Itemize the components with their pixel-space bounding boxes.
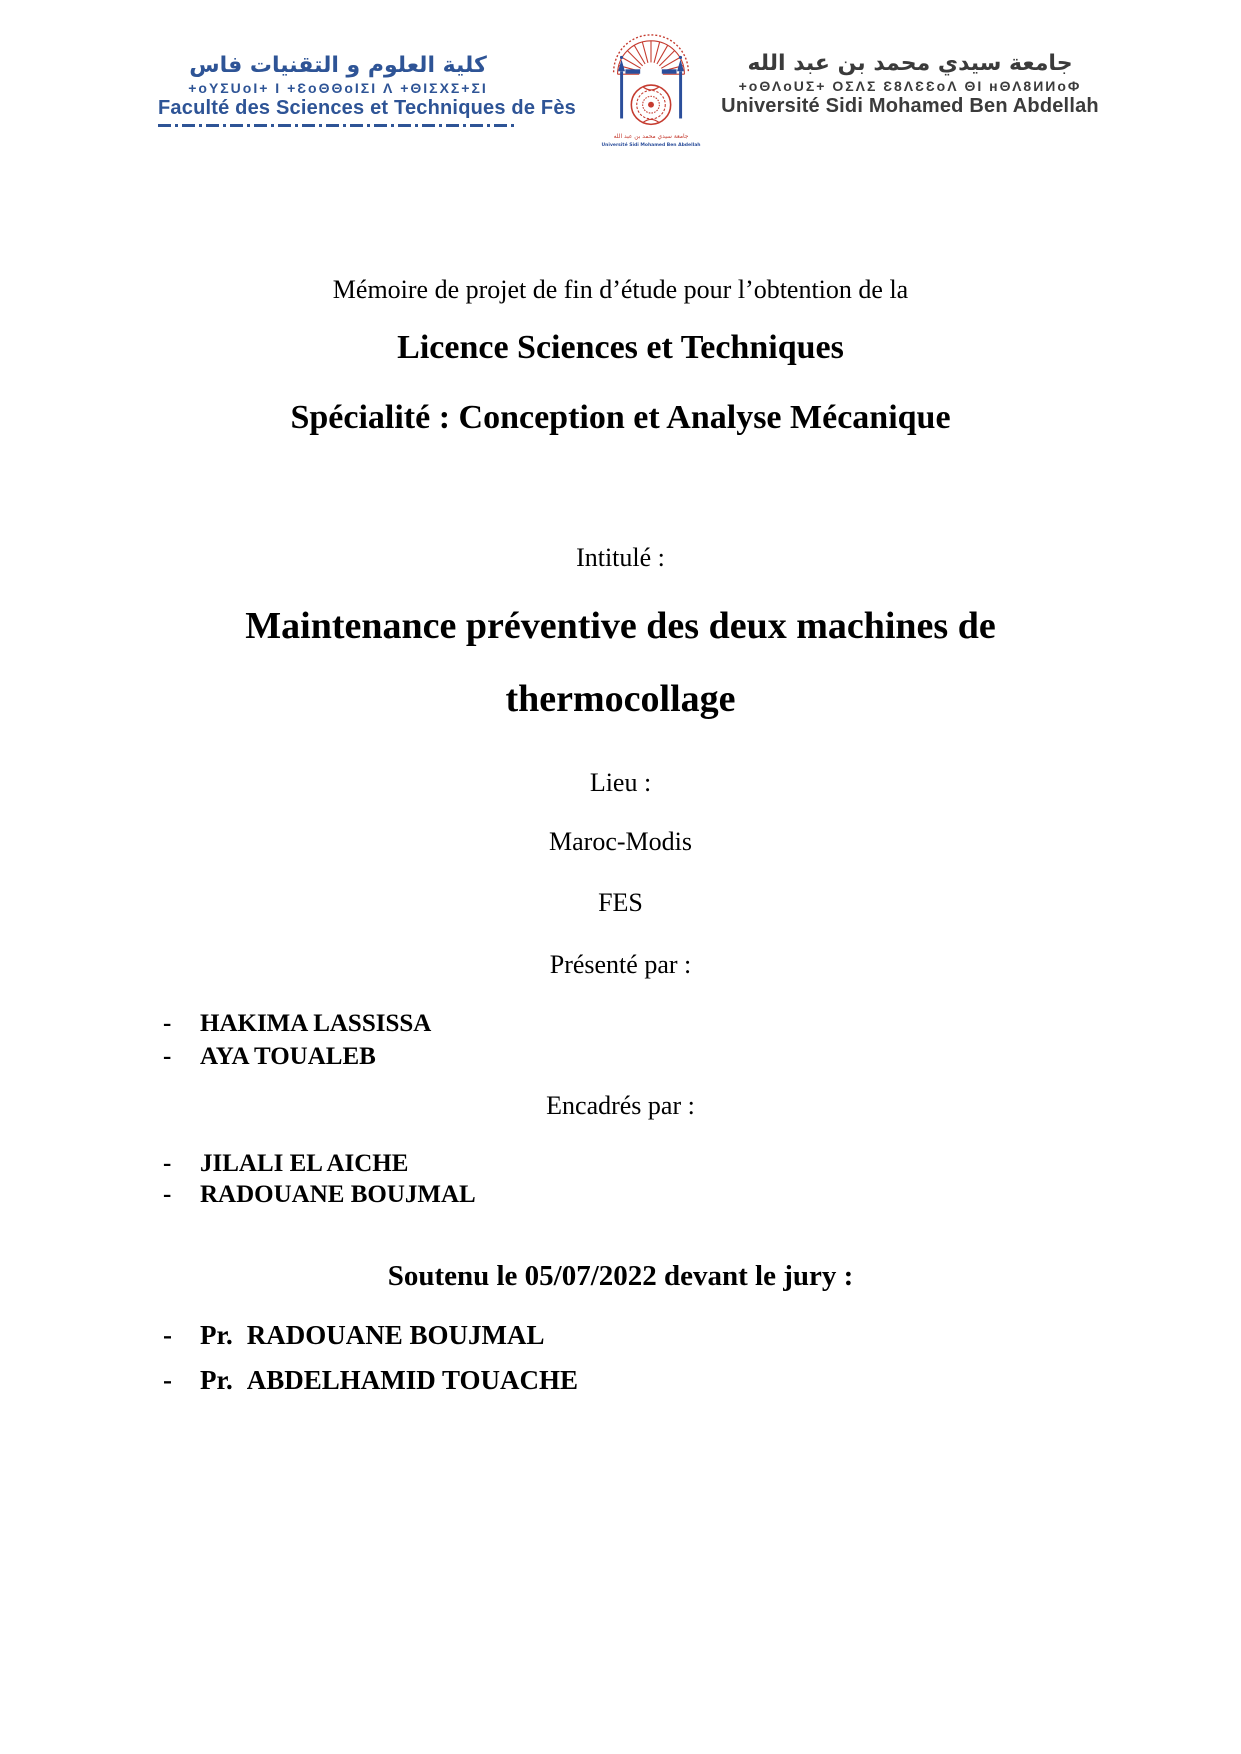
list-dash: - [163, 1181, 172, 1208]
jury-title-prefix: Pr. [200, 1365, 233, 1395]
university-seal-icon [592, 18, 710, 156]
supervisor-name: RADOUANE BOUJMAL [200, 1181, 476, 1208]
supervisors-list [163, 1150, 476, 1212]
jury-item [163, 1365, 578, 1410]
list-dash: - [163, 1320, 172, 1350]
supervised-by-label: Encadrés par : [546, 1091, 695, 1120]
seal-caption-french: Université Sidi Mohamed Ben Abdellah [601, 143, 701, 148]
list-dash: - [163, 1365, 172, 1395]
list-dash: - [163, 1043, 172, 1070]
thesis-title-line2: thermocollage [505, 678, 736, 720]
lieu-label: Lieu : [589, 768, 652, 797]
university-header-block [700, 50, 1120, 118]
jury-title-prefix: Pr. [200, 1320, 233, 1350]
list-dash: - [163, 1150, 172, 1177]
jury-member-name: RADOUANE BOUJMAL [246, 1320, 545, 1350]
memoire-intro-line: Mémoire de projet de fin d’étude pour l’obtention de la [332, 275, 909, 304]
lieu-company: Maroc-Modis [549, 827, 692, 856]
list-dash: - [163, 1010, 172, 1037]
presenters-list [163, 1010, 431, 1076]
defense-statement: Soutenu le 05/07/2022 devant le jury : [387, 1260, 854, 1292]
specialty-title: Spécialité : Conception et Analyse Mécanique [290, 399, 951, 436]
university-logo [592, 18, 710, 156]
degree-title: Licence Sciences et Techniques [397, 329, 844, 366]
presenter-item [163, 1010, 431, 1043]
supervisor-item [163, 1181, 476, 1212]
presented-by-label: Présenté par : [549, 950, 692, 979]
university-name-tifinagh: +oΘΛoUΣ+ OΣΛΣ Ɛ8ΛƐƐoΛ ΘI ʜΘΛ8ИИoΦ [738, 77, 1082, 94]
university-name-french: Université Sidi Mohamed Ben Abdellah [721, 95, 1099, 118]
intitule-label: Intitulé : [576, 543, 665, 572]
jury-member-name: ABDELHAMID TOUACHE [246, 1365, 579, 1395]
presenter-name: AYA TOUALEB [200, 1043, 376, 1070]
faculty-header-block [158, 52, 576, 127]
thesis-title-line1: Maintenance préventive des deux machines de [245, 605, 996, 647]
jury-item [163, 1320, 578, 1365]
faculty-name-french: Faculté des Sciences et Techniques de Fès [158, 97, 576, 120]
presenter-item [163, 1043, 431, 1076]
lieu-city: FES [598, 888, 643, 917]
faculty-name-arabic: كلية العلوم و التقنيات فاس [189, 53, 487, 78]
university-name-arabic: جامعة سيدي محمد بن عبد الله [747, 51, 1073, 76]
supervisor-name: JILALI EL AICHE [200, 1150, 409, 1177]
dash-dot-divider [158, 124, 518, 127]
supervisor-item [163, 1150, 476, 1181]
faculty-name-tifinagh: +oYΣUoI+ I +ƐoΘΘoIΣI Λ +ΘIΣXΣ+ΣI [188, 79, 488, 96]
presenter-name: HAKIMA LASSISSA [200, 1010, 432, 1037]
jury-list [163, 1320, 578, 1410]
seal-caption-arabic: جامعة سيدي محمد بن عبد الله [613, 134, 689, 141]
